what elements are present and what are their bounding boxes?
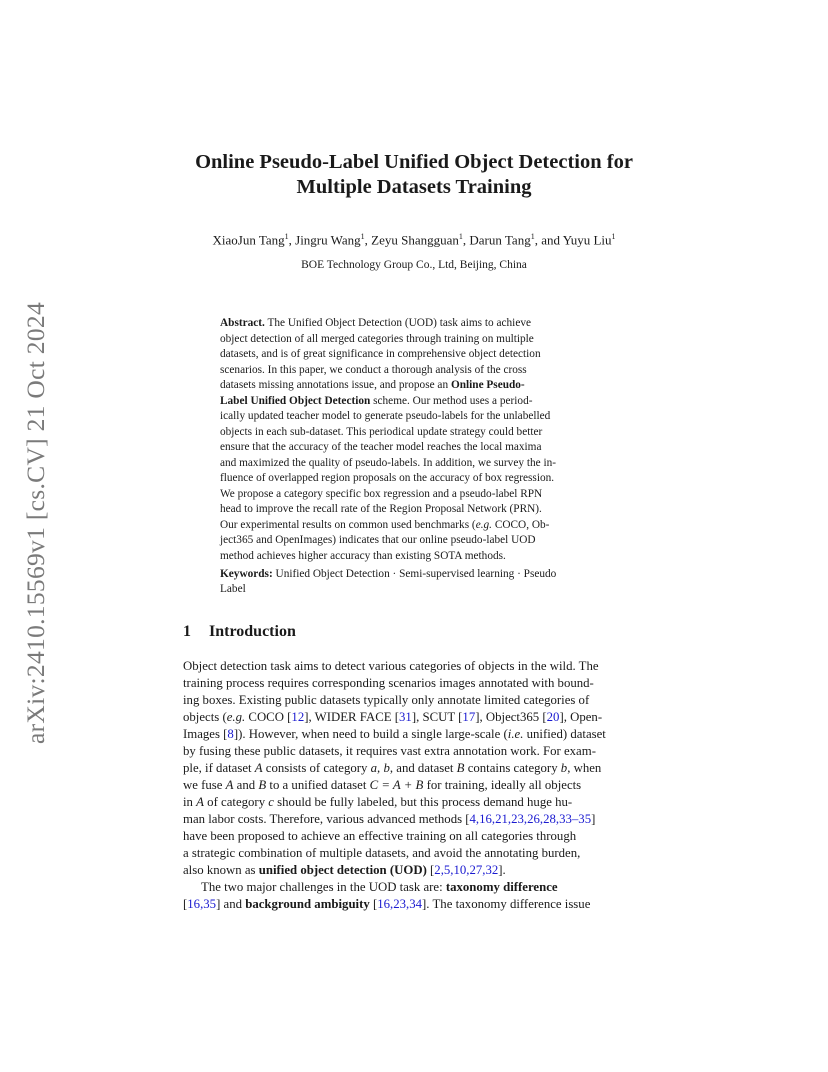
abstract-text: scenarios. In this paper, we conduct a thorough analysis of the cross <box>220 363 527 376</box>
abstract-text: fluence of overlapped region proposals on the accuracy of box regression. <box>220 472 555 484</box>
method-name: Online Pseudo- <box>450 379 525 391</box>
abstract-text: method achieves higher accuracy than existing SOTA methods. <box>220 549 506 562</box>
paper-title <box>120 150 708 200</box>
body-line: Images [8]). However, when need to build a single large-scale (i.e. unified) dataset <box>183 727 606 741</box>
abstract <box>220 316 616 564</box>
body-line: man labor costs. Therefore, various advanced methods [4,16,21,23,26,28,33–35] <box>183 812 596 826</box>
body-line: [16,35] and background ambiguity [16,23,34]. The taxonomy difference issue <box>183 897 591 911</box>
abstract-text: head to improve the recall rate of the Region Proposal Network (PRN). <box>220 503 542 515</box>
affiliation: BOE Technology Group Co., Ltd, Beijing, China <box>301 259 527 271</box>
arxiv-stamp <box>22 288 50 758</box>
body-line: by fusing these public datasets, it requires vast extra annotation work. For exam- <box>183 744 596 758</box>
author-separator: , <box>288 232 296 248</box>
citation-link[interactable]: 17 <box>462 710 476 724</box>
keywords-label: Keywords: <box>220 568 273 580</box>
abstract-text: and maximized the quality of pseudo-labels. In addition, we survey the in- <box>220 456 556 469</box>
affiliation-mark: 1 <box>611 232 616 241</box>
citation-link[interactable]: 20 <box>546 710 560 724</box>
section-heading <box>183 623 296 641</box>
abstract-text: objects in each sub-dataset. This periodical update strategy could better <box>220 425 543 438</box>
author-list <box>120 229 708 248</box>
author-name: Zeyu Shangguan <box>371 232 459 248</box>
citation-link[interactable]: 12 <box>291 710 305 724</box>
abstract-text: The Unified Object Detection (UOD) task aims to achieve <box>264 317 531 329</box>
abstract-label: Abstract. <box>220 317 265 329</box>
abstract-text: object detection of all merged categories through training on multiple <box>220 332 534 345</box>
citation-link[interactable]: 2,5,10,27,32 <box>434 863 499 877</box>
affiliation-mark: 1 <box>458 232 463 241</box>
keywords-text: Unified Object Detection · Semi-supervised learning · Pseudo <box>272 568 557 580</box>
abstract-text: COCO, Ob- <box>494 518 550 531</box>
author-separator: , <box>364 232 372 248</box>
abstract-text: ensure that the accuracy of the teacher model reaches the local maxima <box>220 441 542 453</box>
abstract-text: datasets, and is of great significance in comprehensive object detection <box>220 348 541 360</box>
body-line: training process requires corresponding scenarios images annotated with bound- <box>183 676 594 690</box>
body-line: have been proposed to achieve an effective training on all categories through <box>183 829 577 843</box>
author-separator: , and <box>534 232 563 248</box>
introduction-body <box>183 658 651 913</box>
section-title: Introduction <box>209 623 296 640</box>
body-line: ing boxes. Existing public datasets typically only annotate limited categories of <box>183 693 590 707</box>
abstract-text: We propose a category specific box regression and a pseudo-label RPN <box>220 487 543 500</box>
citation-link[interactable]: 8 <box>227 727 234 741</box>
keywords <box>220 567 616 597</box>
body-line: also known as unified object detection (UOD) [2,5,10,27,32]. <box>183 863 506 877</box>
affiliation-mark: 1 <box>530 232 535 241</box>
author-separator: , <box>462 232 470 248</box>
body-line: we fuse A and B to a unified dataset C = A + B for training, ideally all objects <box>183 778 582 792</box>
abstract-text: ject365 and OpenImages) indicates that our online pseudo-label UOD <box>220 534 536 546</box>
method-name: Label Unified Object Detection <box>220 394 371 407</box>
abstract-text: Our experimental results on common used benchmarks ( <box>220 518 476 531</box>
title-line: Multiple Datasets Training <box>296 176 532 198</box>
affiliation-mark: 1 <box>360 232 365 241</box>
citation-link[interactable]: 31 <box>399 710 412 724</box>
abstract-text: e.g. <box>475 518 492 531</box>
title-line: Online Pseudo-Label Unified Object Detection for <box>195 151 633 173</box>
author-name: XiaoJun Tang <box>212 232 285 248</box>
affiliation-mark: 1 <box>284 232 289 241</box>
arxiv-identifier: arXiv:2410.15569v1 [cs.CV] 21 Oct 2024 <box>21 301 51 745</box>
author-name: Jingru Wang <box>295 232 361 248</box>
body-line: ple, if dataset A consists of category a, b, and dataset B contains category b, when <box>183 761 602 775</box>
abstract-text: datasets missing annotations issue, and propose an <box>220 379 451 391</box>
citation-link[interactable]: 16,35 <box>187 897 217 911</box>
keywords-text: Label <box>220 583 246 595</box>
author-name: Yuyu Liu <box>562 232 612 248</box>
body-line: in A of category c should be fully labeled, but this process demand huge hu- <box>183 795 573 809</box>
section-number: 1 <box>183 623 191 640</box>
body-line: The two major challenges in the UOD task are: taxonomy difference <box>201 880 558 894</box>
body-line: a strategic combination of multiple datasets, and avoid the annotating burden, <box>183 846 581 860</box>
author-name: Darun Tang <box>469 232 531 248</box>
abstract-text: ically updated teacher model to generate pseudo-labels for the unlabelled <box>220 410 551 422</box>
citation-link[interactable]: 16,23,34 <box>377 897 423 911</box>
citation-link[interactable]: 4,16,21,23,26,28,33–35 <box>469 812 592 826</box>
body-line: objects (e.g. COCO [12], WIDER FACE [31], SCUT [17], Object365 [20], Open- <box>183 710 603 724</box>
body-line: Object detection task aims to detect various categories of objects in the wild. The <box>183 659 599 673</box>
abstract-text: scheme. Our method uses a period- <box>370 394 533 407</box>
